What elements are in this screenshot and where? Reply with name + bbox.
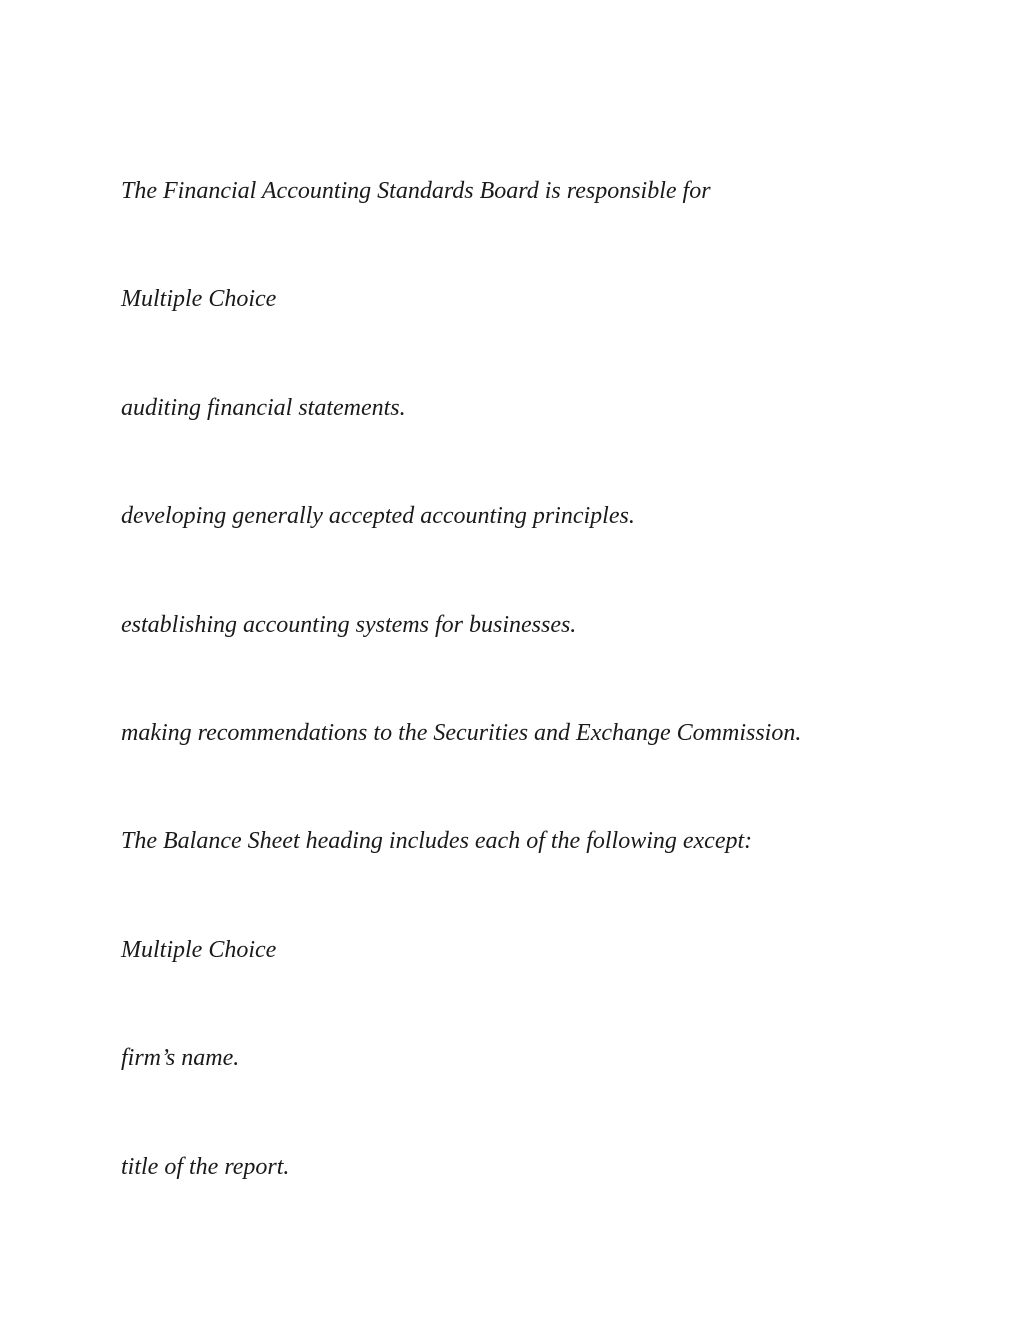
question-2-option-b[interactable]: title of the report. — [121, 1154, 290, 1180]
question-1-option-c[interactable]: establishing accounting systems for businesses. — [121, 612, 577, 638]
question-1-option-d[interactable]: making recommendations to the Securities and Exchange Commission. — [121, 720, 802, 746]
question-1-prompt: The Financial Accounting Standards Board is responsible for — [121, 178, 711, 204]
question-1-type-label: Multiple Choice — [121, 286, 277, 312]
question-2-option-a[interactable]: firm’s name. — [121, 1045, 240, 1071]
question-2-prompt: The Balance Sheet heading includes each of the following except: — [121, 828, 753, 854]
question-1-option-b[interactable]: developing generally accepted accounting principles. — [121, 503, 635, 529]
question-2-type-label: Multiple Choice — [121, 937, 277, 963]
question-1-option-a[interactable]: auditing financial statements. — [121, 395, 406, 421]
